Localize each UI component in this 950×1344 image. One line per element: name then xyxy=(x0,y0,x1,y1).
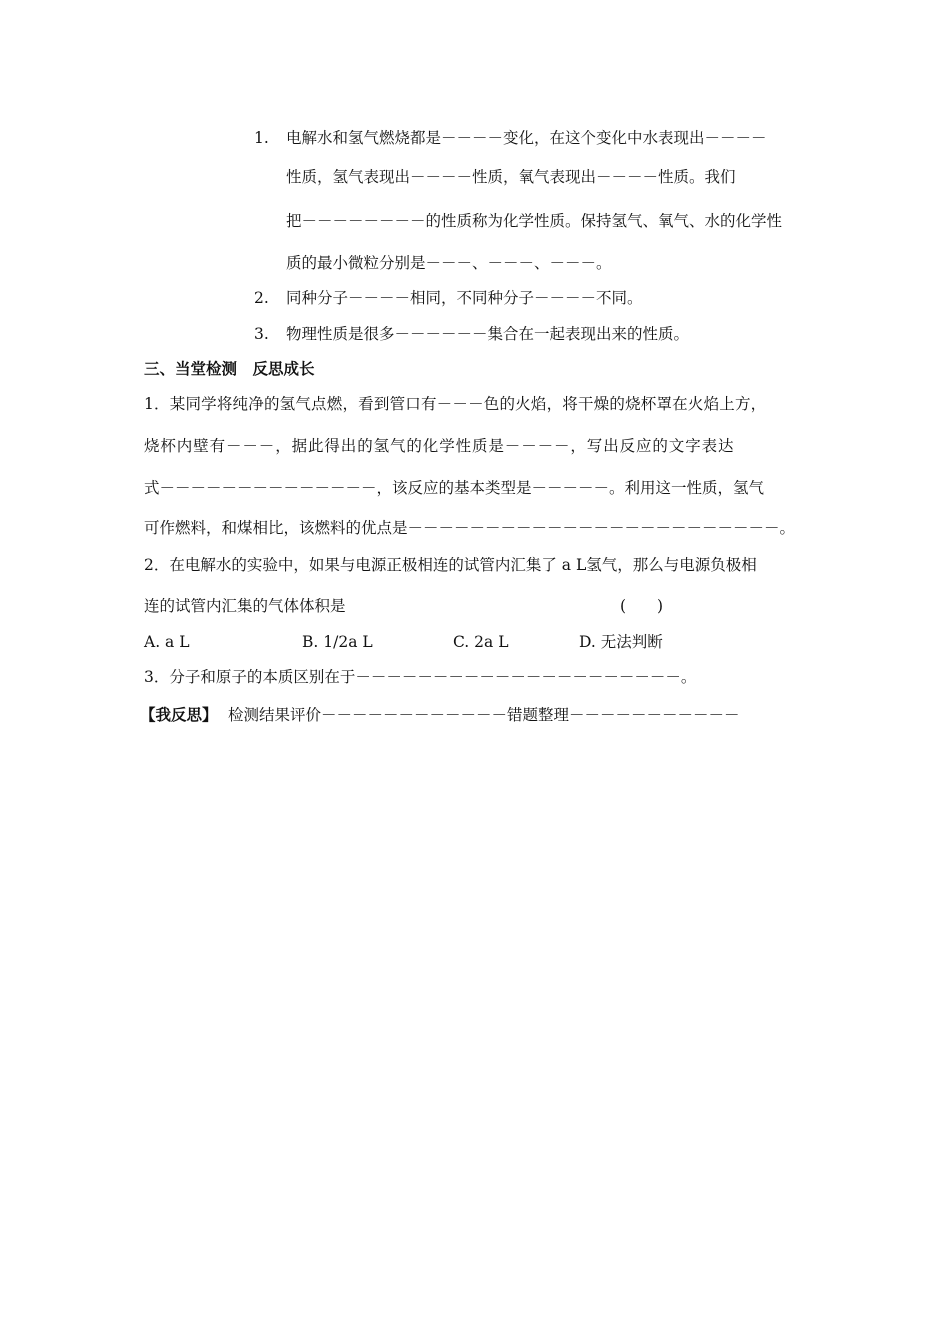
option-b: B. 1/2a L xyxy=(302,633,373,651)
question-1-line-1: 1．某同学将纯净的氢气点燃，看到管口有－－－色的火焰，将干燥的烧杯罩在火焰上方， xyxy=(144,395,767,413)
option-a: A. a L xyxy=(144,633,190,651)
recap-item-2-number: 2. xyxy=(254,289,269,307)
recap-item-1-line-3: 把－－－－－－－－的性质称为化学性质。保持氢气、氧气、水的化学性 xyxy=(286,212,783,230)
recap-item-2-text: 同种分子－－－－相同，不同种分子－－－－不同。 xyxy=(286,289,643,307)
question-1-line-4: 可作燃料，和煤相比，该燃料的优点是－－－－－－－－－－－－－－－－－－－－－－－－。 xyxy=(144,519,796,537)
option-c: C. 2a L xyxy=(453,633,509,651)
question-2-line-2: 连的试管内汇集的气体体积是 xyxy=(144,597,346,615)
reflection-label: 【我反思】 xyxy=(140,706,218,724)
section-heading: 三、当堂检测 反思成长 xyxy=(144,360,315,378)
recap-item-1-line-2: 性质，氢气表现出－－－－性质，氧气表现出－－－－性质。我们 xyxy=(286,168,736,186)
reflection-text: 检测结果评价－－－－－－－－－－－－错题整理－－－－－－－－－－－ xyxy=(228,706,740,724)
question-2-line-1: 2．在电解水的实验中，如果与电源正极相连的试管内汇集了 a L氢气，那么与电源负极相 xyxy=(144,556,757,574)
question-1-line-3: 式－－－－－－－－－－－－－－，该反应的基本类型是－－－－－。利用这一性质，氢气 xyxy=(144,479,765,497)
recap-item-3-number: 3. xyxy=(254,325,269,343)
recap-item-1-line-4: 质的最小微粒分别是－－－、－－－、－－－。 xyxy=(286,254,612,272)
question-3-text: 3．分子和原子的本质区别在于－－－－－－－－－－－－－－－－－－－－－。 xyxy=(144,668,697,686)
answer-parentheses: ( ) xyxy=(620,597,664,615)
recap-item-1-number: 1. xyxy=(254,129,269,147)
question-1-line-2: 烧杯内壁有－－－，据此得出的氢气的化学性质是－－－－，写出反应的文字表达 xyxy=(144,437,735,455)
option-d: D. 无法判断 xyxy=(579,633,663,651)
recap-item-1-line-1: 电解水和氢气燃烧都是－－－－变化，在这个变化中水表现出－－－－ xyxy=(286,129,767,147)
recap-item-3-text: 物理性质是很多－－－－－－集合在一起表现出来的性质。 xyxy=(286,325,690,343)
